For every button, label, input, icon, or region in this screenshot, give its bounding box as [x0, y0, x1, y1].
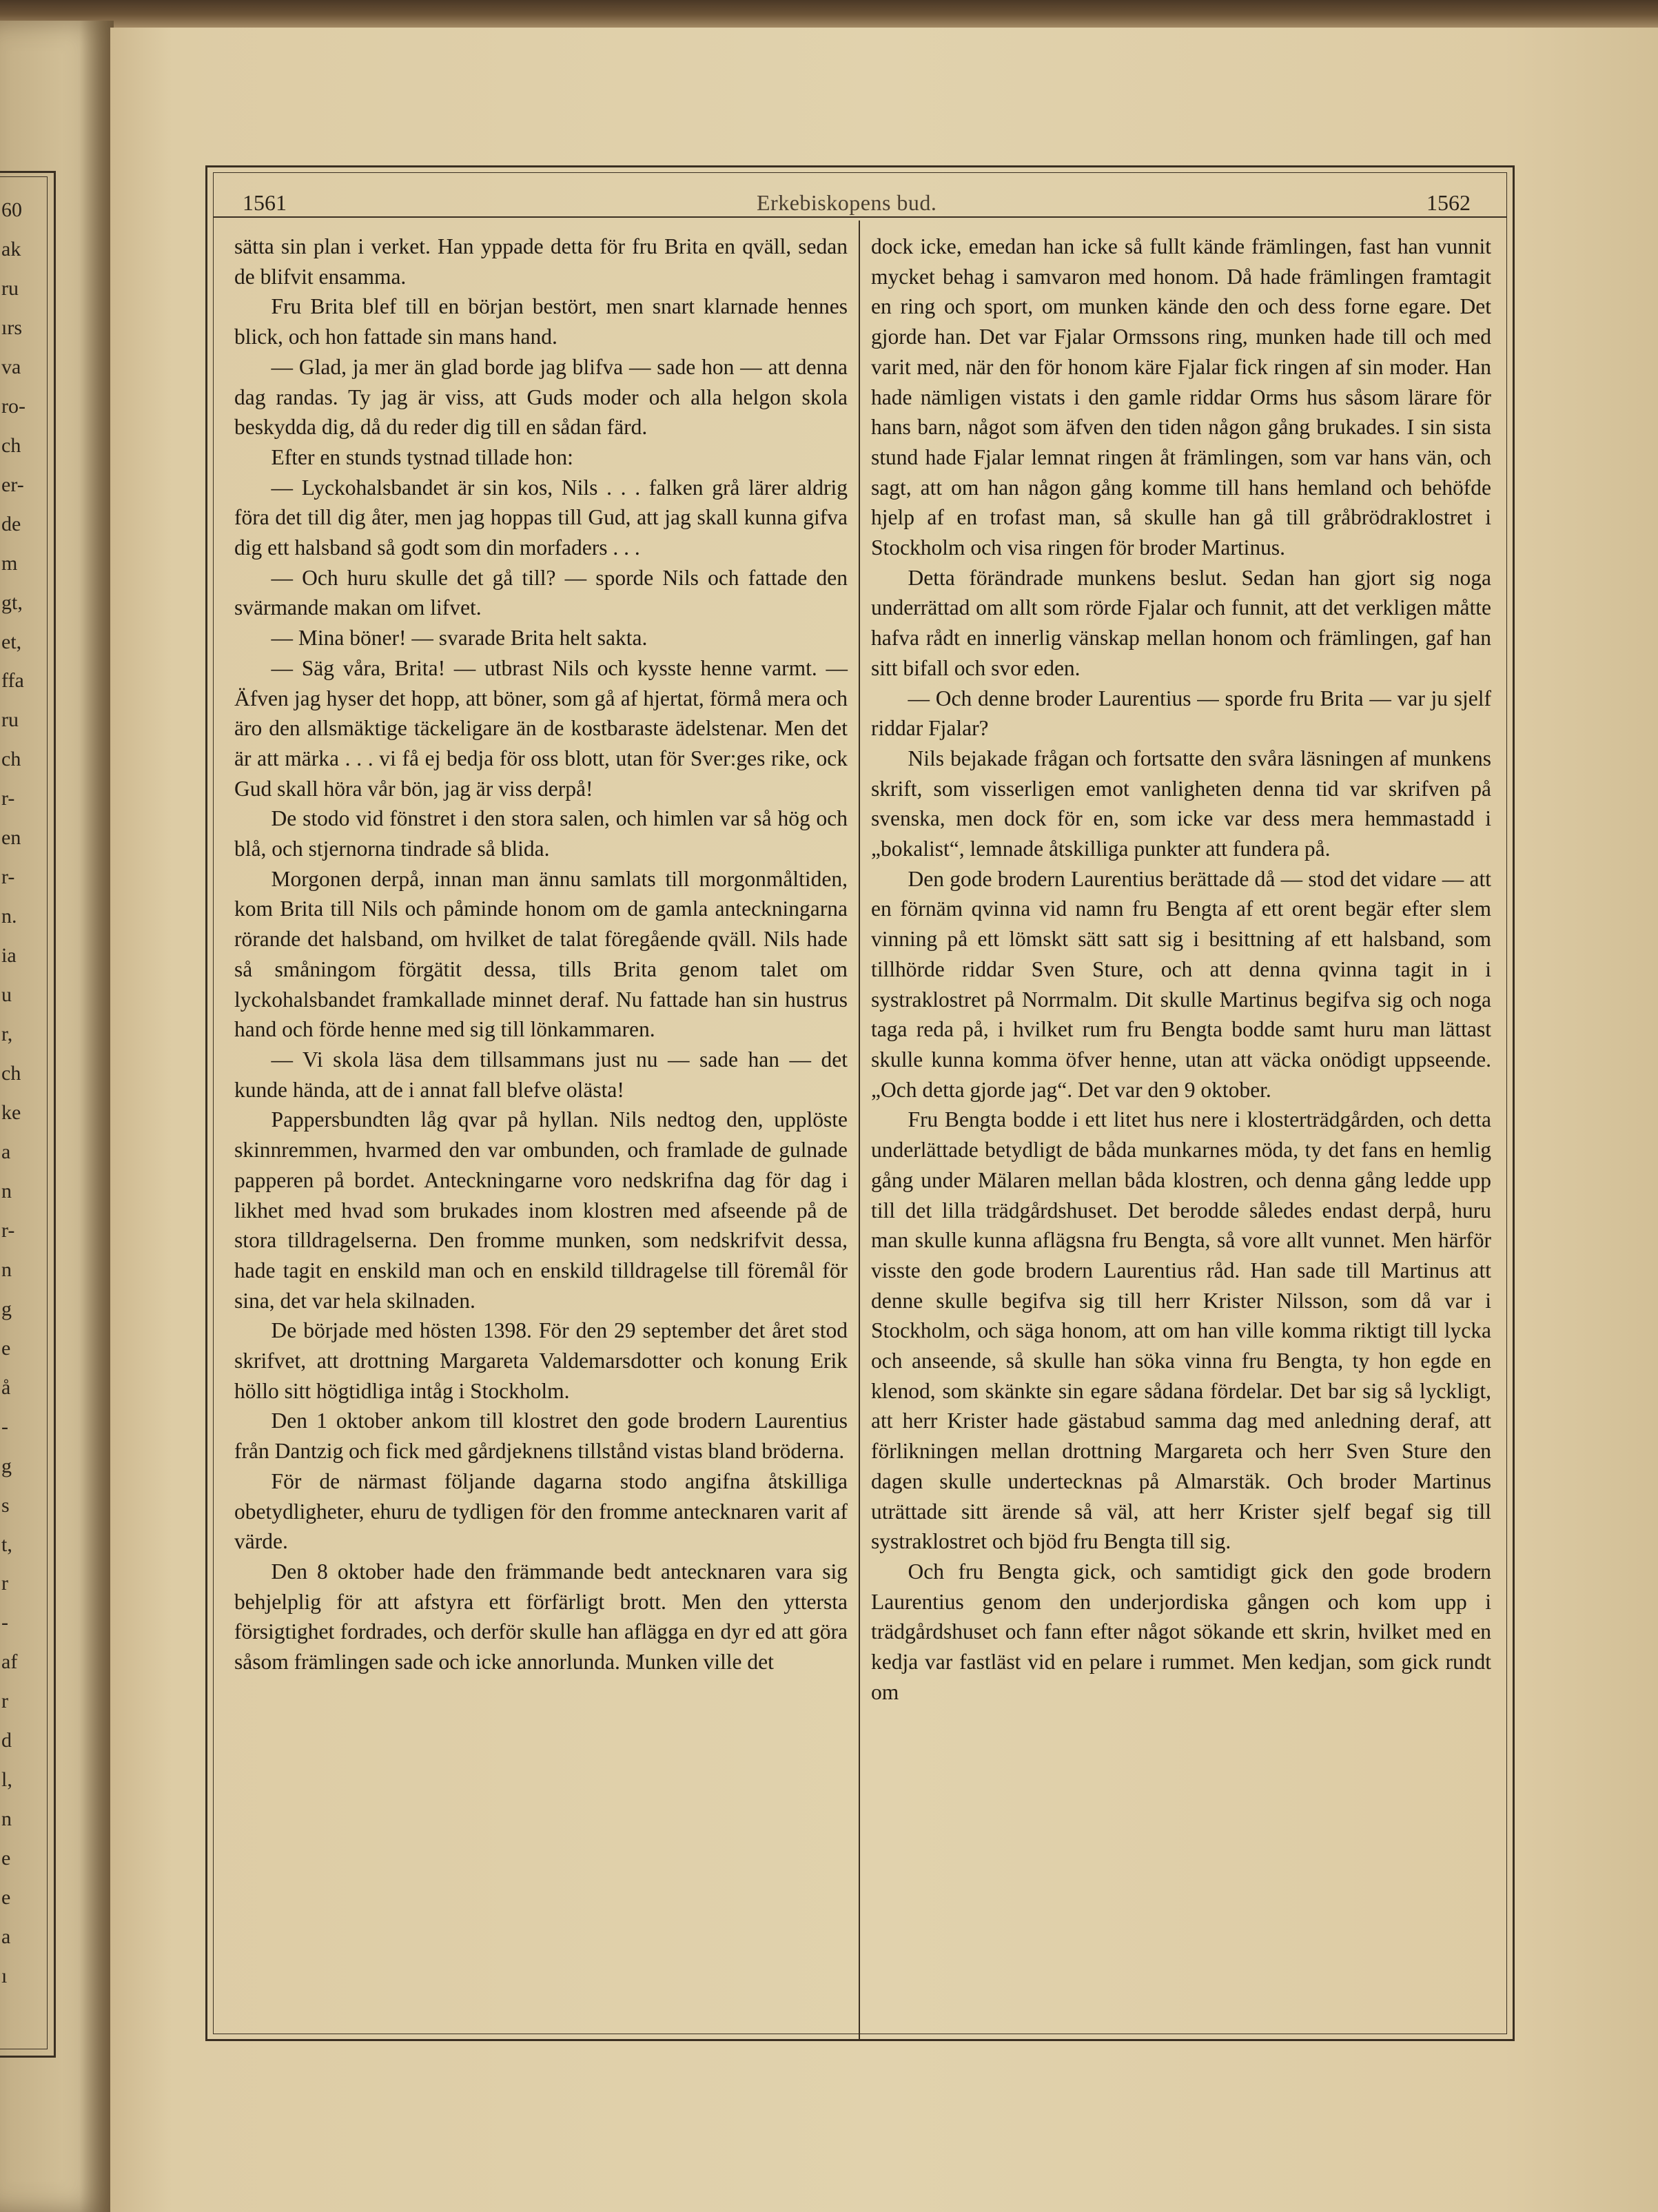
paragraph: Efter en stunds tystnad tillade hon:: [271, 444, 573, 469]
running-title: Erkebiskopens bud.: [757, 190, 937, 215]
page-number-left: 1561: [243, 190, 287, 215]
paragraph: För de närmast följande dagarna stodo angifna åtskilliga obetydligheter, ehuru de tydligen för den fromme antecknaren varit af värde.: [234, 1468, 848, 1554]
paragraph: — Och denne broder Laurentius — sporde fru Brita — var ju sjelf riddar Fjalar?: [871, 686, 1491, 741]
margin-fragment: ffa: [1, 669, 24, 692]
margin-fragment: ia: [1, 944, 17, 967]
margin-fragment: e: [1, 1337, 11, 1360]
margin-fragment: n: [1, 1180, 12, 1202]
margin-fragment: de: [1, 513, 21, 535]
margin-fragment: u: [1, 983, 12, 1006]
text-column-left: [234, 232, 848, 1677]
margin-fragment: 60: [1, 198, 22, 221]
margin-fragment: -: [1, 1415, 8, 1438]
margin-fragment: gt,: [1, 591, 23, 614]
header-rule: [213, 216, 1507, 218]
margin-fragment: g: [1, 1298, 12, 1320]
margin-fragment: a: [1, 1140, 11, 1163]
paragraph: Fru Bengta bodde i ett litet hus nere i klosterträdgården, och detta underlättade betydligt de båda munkarnes möda, ty det fans en hemlig gång under Mälaren mellan båda klostren, och denna gång ledde upp till det lilla trädgårdshuset. Det berodde således endast derpå, huru man skulle kunna aflägsna fru Bengta, så vore allt vunnet. Men härför visste den gode brodern Laurentius råd. Han sade till Martinus att denne skulle begifva sig till herr Krister Nilsson, som då var i Stockholm, och säga honom, att om han ville komma riktigt till lycka och anseende, så skulle han söka vinna fru Bengta, ty hon egde en klenod, som skänkte sin egare sådana fördelar. Det bar sig så lyckligt, att herr Krister hade gästabud samma dag med anledning deraf, att förlikningen mellan drottning Margareta och herr Sven Sture den dagen skulle undertecknas på Almarstäk. Och broder Martinus uträttade sitt ärende så väl, att herr Krister sjelf begaf sig till systraklostret och bjöd fru Bengta till sig.: [871, 1107, 1491, 1554]
margin-fragment: n: [1, 1808, 12, 1830]
paragraph: sätta sin plan i verket. Han yppade detta för fru Brita en qväll, sedan de blifvit ensamma.: [234, 234, 848, 289]
paragraph: — Lyckohalsbandet är sin kos, Nils . . . falken grå lärer aldrig föra det till dig åter, men jag hoppas till Gud, att jag skall kunna gifva dig ett halsband så godt som din morfaders . . .: [234, 475, 848, 560]
margin-fragment: s: [1, 1494, 10, 1517]
paragraph: Nils bejakade frågan och fortsatte den svåra läsningen af munkens skrift, som visserligen emot vanligheten denna tid var skrifven på svenska, men dock för en, som icke var dess mera hemmastadd i „bokalist“, lemnade åtskilliga punkter att fundera på.: [871, 746, 1491, 861]
margin-fragment: l,: [1, 1768, 12, 1791]
paragraph: — Säg våra, Brita! — utbrast Nils och kysste henne varmt. — Äfven jag hyser det hopp, att böner, som gå af hjertat, förmå mera och äro den allsmäktige täckeligare än de kostbaraste ädelstenar. Men det är att märka . . . vi få ej bedja för oss blott, utan för Sver:ges rike, ock Gud skall höra vår bön, jag är viss derpå!: [234, 655, 848, 801]
margin-fragment: r: [1, 1572, 8, 1595]
margin-fragment: ı: [1, 1965, 8, 1987]
margin-fragment: a: [1, 1925, 11, 1948]
paragraph: Detta förändrade munkens beslut. Sedan han gjort sig noga underrättad om allt som rörde Fjalar och funnit, att det verkligen måtte hafva rådt en innerlig vänskap mellan honom och främlingen, gaf han sitt bifall och svor eden.: [871, 565, 1491, 680]
margin-fragment: d: [1, 1729, 12, 1752]
margin-fragment: r-: [1, 787, 15, 810]
margin-fragment: ru: [1, 708, 19, 731]
margin-fragment: å: [1, 1376, 11, 1399]
margin-fragment: -: [1, 1611, 8, 1634]
margin-fragment: ke: [1, 1101, 21, 1124]
paragraph: — Vi skola läsa dem tillsammans just nu — sade han — det kunde hända, att de i annat fall blefve olästa!: [234, 1047, 848, 1102]
margin-fragment: ru: [1, 277, 19, 300]
paragraph: Den 1 oktober ankom till klostret den gode brodern Laurentius från Dantzig och fick med gårdjeknens tillstånd vistas bland bröderna.: [234, 1409, 848, 1464]
margin-fragment: en: [1, 826, 21, 849]
column-divider: [859, 221, 860, 2040]
paragraph: — Och huru skulle det gå till? — sporde Nils och fattade den svärmande makan om lifvet.: [234, 565, 848, 620]
paragraph: Och fru Bengta gick, och samtidigt gick den gode brodern Laurentius genom den underjordiska gången och kom upp i trädgårdshuset och fann efter något sökande ett skrin, hvilket med en kedja var fastläst vid en pelare i rummet. Men kedjan, som gick rundt om: [871, 1559, 1491, 1704]
margin-fragment: e: [1, 1886, 11, 1909]
paragraph: — Glad, ja mer än glad borde jag blifva — sade hon — att denna dag randas. Ty jag är viss, att Guds moder och alla helgon skola beskydda dig, då du reder dig till en sådan färd.: [234, 354, 848, 440]
margin-fragment: ak: [1, 238, 21, 260]
margin-fragment: r-: [1, 1219, 15, 1242]
paragraph: De stodo vid fönstret i den stora salen, och himlen var så hög och blå, och stjernorna tindrade så blida.: [234, 806, 848, 861]
paragraph: Fru Brita blef till en början bestört, men snart klarnade hennes blick, och hon fattade sin mans hand.: [234, 294, 848, 349]
margin-fragment: n.: [1, 905, 17, 928]
margin-fragment: et,: [1, 631, 22, 653]
margin-fragment: ırs: [1, 316, 22, 339]
paragraph: dock icke, emedan han icke så fullt kände främlingen, fast han vunnit mycket behag i samvaron med honom. Då hade främlingen framtagit en ring och sport, om munken kände den och dess forne egare. Det gjorde han. Det var Fjalar Ormssons ring, munken hade till och med varit med, när den för honom käre Fjalar fick ringen af sin moder. Han hade nämligen vistats i den gamle riddar Orms hus såsom lärare för hans barn, något som äfven den tiden någon gång brukades. I sin sista stund hade Fjalar lemnat ringen åt främlingen, som var hans vän, och sagt, att om han någon gång komme till hans hemland och behöfde hjelp af en trofast man, så skulle han gå till gråbrödraklostret i Stockholm och visa ringen för broder Martinus.: [871, 234, 1491, 560]
paragraph: De började med hösten 1398. För den 29 september det året stod skrifvet, att drottning Margareta Valdemarsdotter och konung Erik höllo sitt högtidliga intåg i Stockholm.: [234, 1318, 848, 1403]
margin-fragment: r-: [1, 866, 15, 888]
text-column-right: [871, 232, 1491, 1707]
margin-fragment: m: [1, 552, 18, 575]
paragraph: Den gode brodern Laurentius berättade då — stod det vidare — att en förnäm qvinna vid namn fru Bengta af ett orent begär efter slem vinning på ett lömskt sätt satt sig i besittning af ett halsband, som tillhörde riddar Sven Sture, och att denna qvinna tagit in i systraklostret på Norrmalm. Dit skulle Martinus begifva sig och noga taga reda på, i hvilket rum fru Bengta bodde samt huru man lättast skulle kunna komma öfver henne, utan att väcka onödigt uppseende. „Och detta gjorde jag“. Det var den 9 oktober.: [871, 866, 1491, 1102]
margin-fragment: ch: [1, 1062, 21, 1085]
margin-fragment: r: [1, 1690, 8, 1712]
margin-fragment: t,: [1, 1533, 12, 1556]
paragraph: — Mina böner! — svarade Brita helt sakta.: [271, 626, 648, 651]
margin-fragment: n: [1, 1258, 12, 1281]
paragraph: Pappersbundten låg qvar på hyllan. Nils nedtog den, upplöste skinnremmen, hvarmed den var ombunden, och framlade de gulnade papperen på bordet. Anteckningarne voro nedskrifna dag för dag i likhet med hvad som brukades inom klostren med afseende på de stora tilldragelserna. Den fromme munken, som nedskrifvit dessa, hade tagit en enskild man och en enskild tilldragelse till föremål för sina, det var hela skilnaden.: [234, 1107, 848, 1313]
margin-fragment: r,: [1, 1023, 13, 1045]
margin-fragment: ch: [1, 434, 21, 457]
margin-fragment: er-: [1, 473, 24, 496]
margin-fragment: af: [1, 1650, 18, 1673]
paragraph: Morgonen derpå, innan man ännu samlats till morgonmåltiden, kom Brita till Nils och påminde honom om de gamla anteckningarna rörande det halsband, om hvilket de talat föregående qväll. Nils hade så småningom förgätit dessa, tills Brita genom talet om lyckohalsbandet framkallade minnet deraf. Nu fattade han sin hustrus hand och förde henne med sig till lönkammaren.: [234, 866, 848, 1042]
margin-fragment: ro-: [1, 395, 25, 418]
paragraph: Den 8 oktober hade den främmande bedt antecknaren vara sig behjelplig för att afstyra ett förfärligt brott. Men den yttersta försigtighet fordrades, och derför skulle han aflägga en dyr ed att göra såsom främlingen sade och icke annorlunda. Munken ville det: [234, 1559, 848, 1675]
margin-fragment: e: [1, 1847, 11, 1870]
margin-fragment: va: [1, 356, 21, 378]
margin-fragment: g: [1, 1455, 12, 1477]
page-number-right: 1562: [1426, 190, 1471, 215]
margin-fragment: ch: [1, 748, 21, 770]
